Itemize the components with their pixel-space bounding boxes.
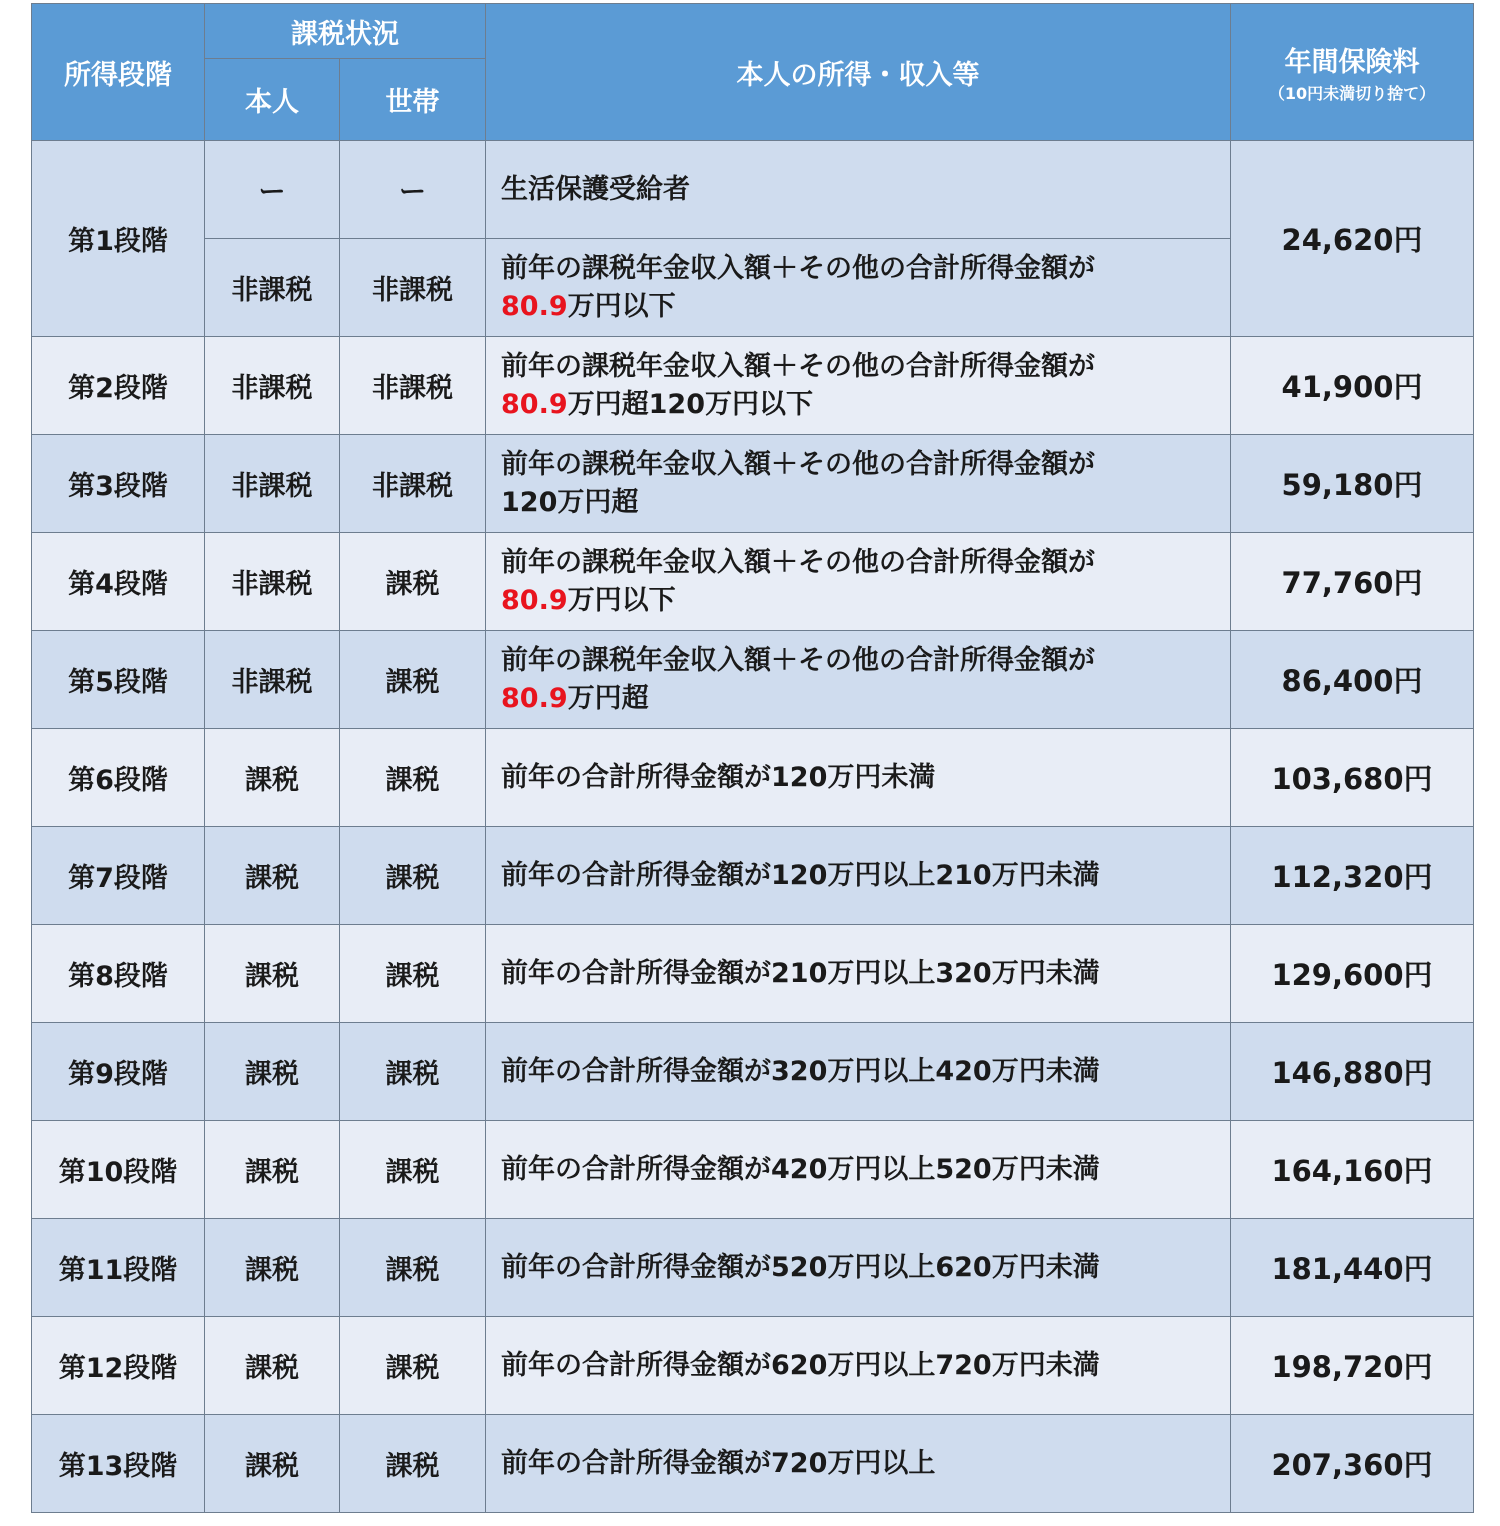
header-fee xyxy=(1231,4,1474,141)
insurance-fee-table xyxy=(31,3,1474,1513)
fee-cell: 41,900円 xyxy=(1231,337,1474,435)
household-cell: 課税 xyxy=(340,729,486,827)
self-cell: 課税 xyxy=(205,729,340,827)
fee-cell: 146,880円 xyxy=(1231,1023,1474,1121)
household-cell: 課税 xyxy=(340,1317,486,1415)
stage-cell: 第2段階 xyxy=(32,337,205,435)
table-body xyxy=(32,141,1474,1513)
desc-text-tail: 万円超 xyxy=(567,682,649,714)
desc-text: 前年の課税年金収入額＋その他の合計所得金額が xyxy=(501,448,1095,480)
income-desc-cell xyxy=(486,337,1231,435)
table-row xyxy=(32,631,1474,729)
income-desc-cell: 前年の合計所得金額が120万円以上210万円未満 xyxy=(486,827,1231,925)
table-row xyxy=(32,1023,1474,1121)
header-tax-status: 課税状況 xyxy=(205,4,486,59)
self-cell: 課税 xyxy=(205,1415,340,1513)
stage-cell: 第3段階 xyxy=(32,435,205,533)
desc-text: 前年の課税年金収入額＋その他の合計所得金額が xyxy=(501,252,1095,284)
header-stage: 所得段階 xyxy=(32,4,205,141)
fee-cell: 129,600円 xyxy=(1231,925,1474,1023)
stage-cell: 第13段階 xyxy=(32,1415,205,1513)
desc-highlight: 80.9 xyxy=(501,682,568,714)
table-row xyxy=(32,925,1474,1023)
household-cell: 課税 xyxy=(340,827,486,925)
table-row xyxy=(32,337,1474,435)
household-cell: 非課税 xyxy=(340,239,486,337)
self-cell: 非課税 xyxy=(205,631,340,729)
table-row xyxy=(32,1317,1474,1415)
self-cell: 課税 xyxy=(205,1023,340,1121)
stage-cell: 第5段階 xyxy=(32,631,205,729)
desc-text: 前年の課税年金収入額＋その他の合計所得金額が xyxy=(501,644,1095,676)
income-desc-cell xyxy=(486,631,1231,729)
self-cell: 非課税 xyxy=(205,337,340,435)
self-cell: 非課税 xyxy=(205,435,340,533)
self-cell: 課税 xyxy=(205,925,340,1023)
table-row xyxy=(32,533,1474,631)
table-row xyxy=(32,1415,1474,1513)
self-cell: 課税 xyxy=(205,1219,340,1317)
stage-cell: 第1段階 xyxy=(32,141,205,337)
stage-cell: 第9段階 xyxy=(32,1023,205,1121)
self-cell: 非課税 xyxy=(205,533,340,631)
income-desc-cell: 前年の合計所得金額が420万円以上520万円未満 xyxy=(486,1121,1231,1219)
stage-cell: 第7段階 xyxy=(32,827,205,925)
stage-cell: 第6段階 xyxy=(32,729,205,827)
fee-cell: 103,680円 xyxy=(1231,729,1474,827)
household-cell: 課税 xyxy=(340,631,486,729)
fee-cell: 207,360円 xyxy=(1231,1415,1474,1513)
desc-highlight: 80.9 xyxy=(501,388,568,420)
table-header xyxy=(32,4,1474,141)
fee-cell: 77,760円 xyxy=(1231,533,1474,631)
household-cell: 課税 xyxy=(340,1415,486,1513)
desc-highlight: 80.9 xyxy=(501,584,568,616)
income-desc-cell: 前年の合計所得金額が520万円以上620万円未満 xyxy=(486,1219,1231,1317)
income-desc-cell xyxy=(486,141,1231,239)
stage-cell: 第4段階 xyxy=(32,533,205,631)
income-desc-cell xyxy=(486,239,1231,337)
header-household: 世帯 xyxy=(340,59,486,141)
fee-cell: 59,180円 xyxy=(1231,435,1474,533)
household-cell: 課税 xyxy=(340,533,486,631)
header-self: 本人 xyxy=(205,59,340,141)
table-row xyxy=(32,435,1474,533)
table-row xyxy=(32,827,1474,925)
self-cell: 課税 xyxy=(205,1121,340,1219)
household-cell: 課税 xyxy=(340,1219,486,1317)
header-fee-label: 年間保険料 xyxy=(1284,47,1420,78)
household-cell: 課税 xyxy=(340,1121,486,1219)
stage-cell: 第12段階 xyxy=(32,1317,205,1415)
fee-cell: 164,160円 xyxy=(1231,1121,1474,1219)
self-cell: 課税 xyxy=(205,1317,340,1415)
table-row xyxy=(32,141,1474,239)
table-row xyxy=(32,729,1474,827)
stage-cell: 第10段階 xyxy=(32,1121,205,1219)
desc-text: 前年の課税年金収入額＋その他の合計所得金額が xyxy=(501,350,1095,382)
household-cell: 非課税 xyxy=(340,435,486,533)
income-desc-cell: 前年の合計所得金額が720万円以上 xyxy=(486,1415,1231,1513)
fee-cell: 24,620円 xyxy=(1231,141,1474,337)
desc-text: 前年の課税年金収入額＋その他の合計所得金額が xyxy=(501,546,1095,578)
income-desc-cell xyxy=(486,435,1231,533)
stage-cell: 第11段階 xyxy=(32,1219,205,1317)
income-desc-cell: 前年の合計所得金額が210万円以上320万円未満 xyxy=(486,925,1231,1023)
desc-text-tail: 万円以下 xyxy=(567,290,676,322)
header-income: 本人の所得・収入等 xyxy=(486,4,1231,141)
desc-text-tail: 万円超120万円以下 xyxy=(567,388,813,420)
household-cell: ー xyxy=(340,141,486,239)
table-row xyxy=(32,1219,1474,1317)
desc-text-tail: 万円以下 xyxy=(567,584,676,616)
income-desc-cell xyxy=(486,533,1231,631)
self-cell: 非課税 xyxy=(205,239,340,337)
desc-text-tail: 120万円超 xyxy=(501,486,639,518)
household-cell: 課税 xyxy=(340,925,486,1023)
income-desc-cell: 前年の合計所得金額が320万円以上420万円未満 xyxy=(486,1023,1231,1121)
self-cell: ー xyxy=(205,141,340,239)
income-desc-cell: 前年の合計所得金額が620万円以上720万円未満 xyxy=(486,1317,1231,1415)
table-row xyxy=(32,1121,1474,1219)
fee-cell: 86,400円 xyxy=(1231,631,1474,729)
desc-text: 生活保護受給者 xyxy=(501,173,690,205)
income-desc-cell: 前年の合計所得金額が120万円未満 xyxy=(486,729,1231,827)
stage-cell: 第8段階 xyxy=(32,925,205,1023)
household-cell: 非課税 xyxy=(340,337,486,435)
self-cell: 課税 xyxy=(205,827,340,925)
desc-highlight: 80.9 xyxy=(501,290,568,322)
fee-cell: 198,720円 xyxy=(1231,1317,1474,1415)
header-fee-note: （10円未満切り捨て） xyxy=(1268,84,1436,103)
household-cell: 課税 xyxy=(340,1023,486,1121)
fee-cell: 181,440円 xyxy=(1231,1219,1474,1317)
fee-cell: 112,320円 xyxy=(1231,827,1474,925)
